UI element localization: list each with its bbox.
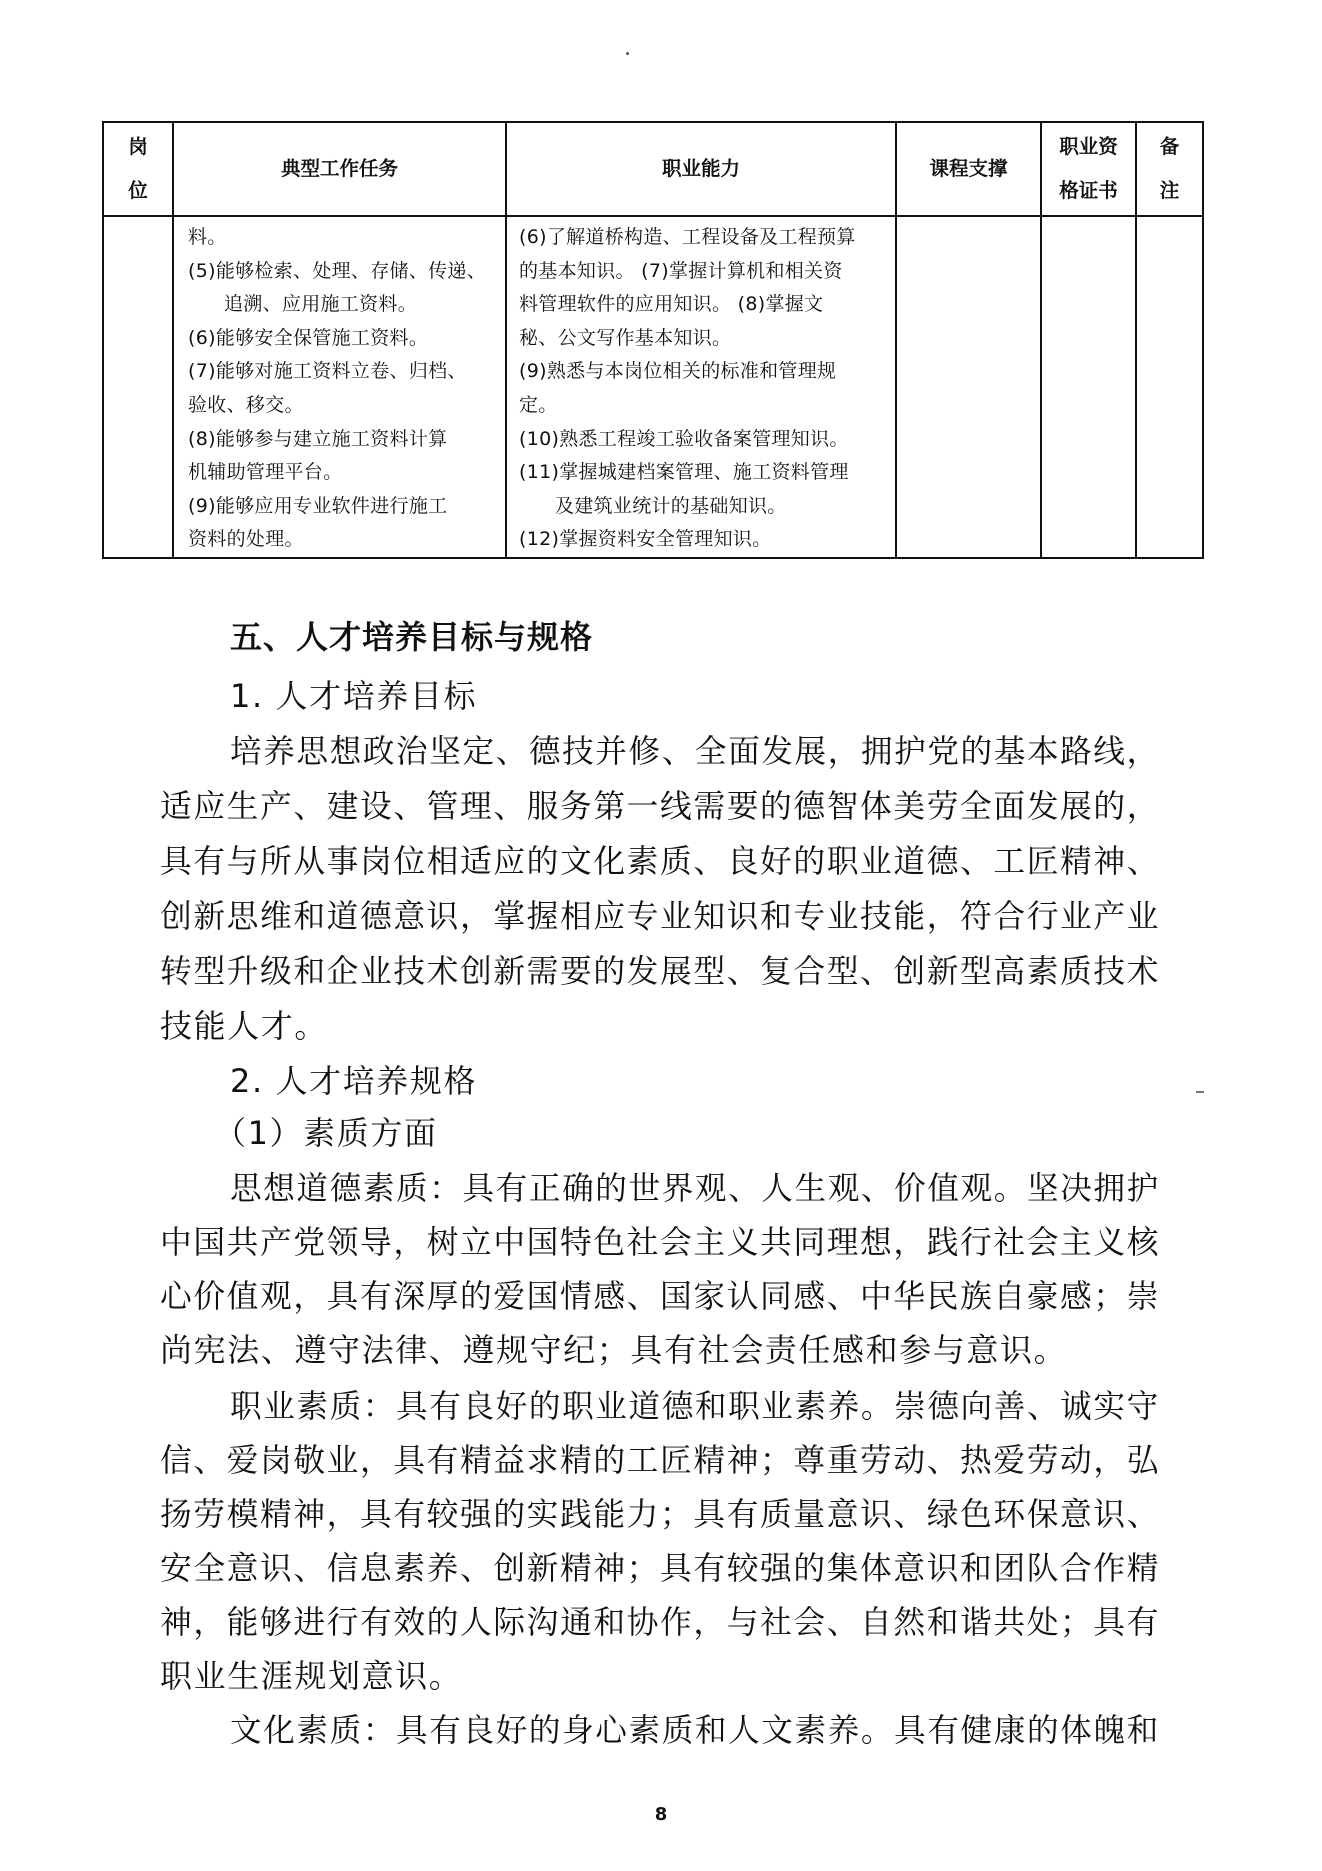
moral-line: 尚宪法、遵守法律、遵规守纪；具有社会责任感和参与意识。 (160, 1331, 1068, 1369)
header-certificate (1041, 122, 1136, 216)
ability-line: 定。 (519, 393, 558, 416)
scan-speck (626, 52, 629, 55)
task-line: (9)能够应用专业软件进行施工 (188, 494, 448, 517)
table-row (103, 216, 1203, 558)
cell-abilities (506, 216, 896, 558)
header-course-support: 课程支撑 (896, 122, 1041, 216)
ability-line: (10)熟悉工程竣工验收备案管理知识。 (519, 427, 849, 450)
task-line: (7)能够对施工资料立卷、归档、 (188, 360, 467, 383)
section-heading: 五、人才培养目标与规格 (230, 618, 594, 656)
cell-certificate (1041, 216, 1136, 558)
scan-speck (1196, 1091, 1204, 1093)
cell-tasks (173, 216, 506, 558)
ability-line: 秘、公文写作基本知识。 (519, 326, 732, 349)
task-line: 料。 (188, 226, 227, 248)
goal-line: 培养思想政治坚定、德技并修、全面发展，拥护党的基本路线， (230, 732, 1160, 770)
ability-line: (12)掌握资料安全管理知识。 (519, 528, 772, 551)
ability-line: 及建筑业统计的基础知识。 (555, 494, 787, 517)
ability-line: (6)了解道桥构造、工程设备及工程预算 (519, 226, 856, 248)
header-remarks-line: 备 (1159, 135, 1180, 158)
task-line: (6)能够安全保管施工资料。 (188, 326, 429, 349)
task-line: 追溯、应用施工资料。 (224, 293, 418, 316)
professional-line: 职业素质：具有良好的职业道德和职业素养。崇德向善、诚实守 (230, 1387, 1160, 1425)
ability-line: (11)掌握城建档案管理、施工资料管理 (519, 461, 849, 484)
cell-post (103, 216, 173, 558)
subheading-goal: 1. 人才培养目标 (230, 677, 478, 715)
goal-line: 技能人才。 (160, 1007, 329, 1045)
professional-line: 信、爱岗敬业，具有精益求精的工匠精神；尊重劳动、热爱劳动，弘 (160, 1441, 1161, 1479)
table-header-row (103, 122, 1203, 216)
goal-line: 具有与所从事岗位相适应的文化素质、良好的职业道德、工匠精神、 (160, 842, 1161, 880)
header-certificate-line: 职业资 (1059, 135, 1118, 158)
competency-table (102, 121, 1204, 559)
task-line: 资料的处理。 (188, 528, 304, 551)
professional-line: 扬劳模精神，具有较强的实践能力；具有质量意识、绿色环保意识、 (160, 1495, 1161, 1533)
professional-line: 职业生涯规划意识。 (160, 1657, 463, 1695)
page-number: 8 (654, 1804, 668, 1825)
goal-line: 创新思维和道德意识，掌握相应专业知识和专业技能，符合行业产业 (160, 897, 1161, 935)
goal-line: 转型升级和企业技术创新需要的发展型、复合型、创新型高素质技术 (160, 952, 1161, 990)
header-certificate-line: 格证书 (1059, 179, 1118, 202)
cell-remarks (1136, 216, 1203, 558)
professional-line: 安全意识、信息素养、创新精神；具有较强的集体意识和团队合作精 (160, 1549, 1161, 1587)
header-typical-tasks: 典型工作任务 (173, 122, 506, 216)
header-remarks-line: 注 (1159, 179, 1180, 202)
header-post (103, 122, 173, 216)
subheading-spec: 2. 人才培养规格 (230, 1062, 478, 1100)
task-line: 验收、移交。 (188, 393, 304, 416)
moral-line: 中国共产党领导，树立中国特色社会主义共同理想，践行社会主义核 (160, 1223, 1161, 1261)
task-line: (8)能够参与建立施工资料计算 (188, 427, 448, 450)
task-line: (5)能够检索、处理、存储、传递、 (188, 259, 487, 282)
cell-course-support (896, 216, 1041, 558)
goal-line: 适应生产、建设、管理、服务第一线需要的德智体美劳全面发展的， (160, 787, 1161, 825)
ability-line: 的基本知识。 (7)掌握计算机和相关资 (519, 259, 843, 282)
professional-line: 神，能够进行有效的人际沟通和协作，与社会、自然和谐共处；具有 (160, 1603, 1161, 1641)
header-abilities: 职业能力 (506, 122, 896, 216)
header-remarks (1136, 122, 1203, 216)
culture-line: 文化素质：具有良好的身心素质和人文素养。具有健康的体魄和 (230, 1711, 1160, 1749)
ability-line: 料管理软件的应用知识。 (8)掌握文 (519, 293, 824, 316)
moral-line: 思想道德素质：具有正确的世界观、人生观、价值观。坚决拥护 (230, 1169, 1160, 1207)
header-post-line: 位 (128, 179, 148, 202)
header-post-line: 岗 (128, 135, 148, 158)
subheading-quality: （1）素质方面 (214, 1114, 438, 1152)
moral-line: 心价值观，具有深厚的爱国情感、国家认同感、中华民族自豪感；崇 (160, 1277, 1161, 1315)
ability-line: (9)熟悉与本岗位相关的标准和管理规 (519, 360, 837, 383)
task-line: 机辅助管理平台。 (188, 461, 343, 484)
